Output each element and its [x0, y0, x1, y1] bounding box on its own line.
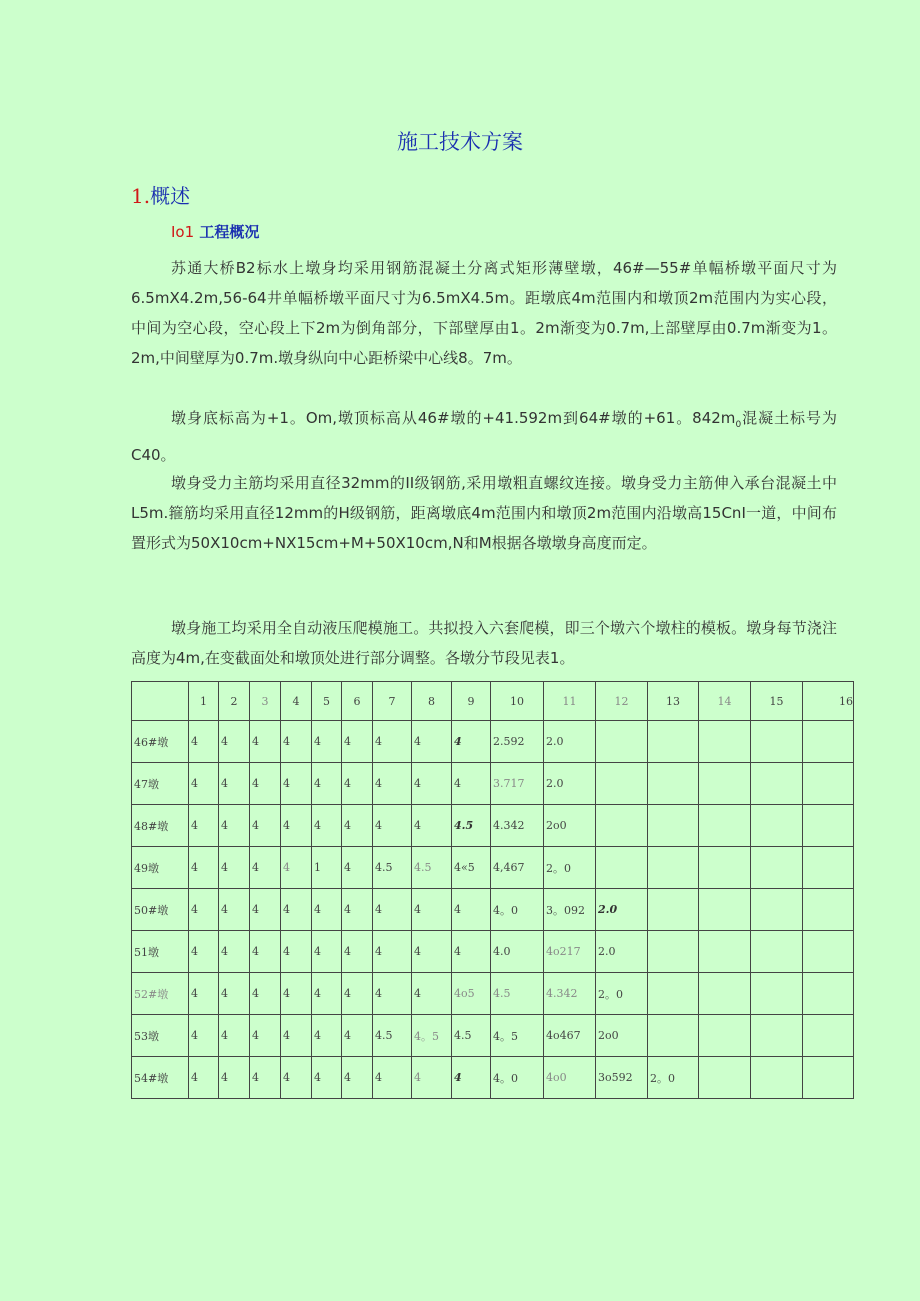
table-row: [132, 1057, 854, 1099]
table-cell: 4: [219, 889, 250, 931]
table-cell: 4: [219, 805, 250, 847]
table-cell: [803, 1015, 854, 1057]
table-cell: 4: [312, 889, 342, 931]
table-cell: 4: [281, 1057, 312, 1099]
table-cell: 4.5: [491, 973, 544, 1015]
paragraph-elevation-text-end: 混凝土标号为C40。: [131, 409, 837, 464]
paragraph-rebar: 墩身受力主筋均采用直径32mm的II级钢筋,采用墩粗直螺纹连接。墩身受力主筋伸入承台混凝土中L5m.箍筋均采用直径12mm的H级钢筋，距离墩底4m范围内和墩顶2m范围内沿墩高15CnI一道，中间布置形式为50X10cm+NX15cm+M+50X10cm,N和M根据各墩墩身高度而定。: [131, 474, 837, 552]
table-cell: 4: [219, 973, 250, 1015]
table-cell: [751, 973, 803, 1015]
table-row: [132, 847, 854, 889]
section-number: 1.: [131, 184, 151, 208]
paragraph-elevation-text: 墩身底标高为+1。Om,墩顶标高从46#墩的+41.592m到64#墩的+61。842m: [171, 409, 736, 427]
table-cell: 4: [189, 889, 219, 931]
table-cell: 4: [342, 931, 373, 973]
table-cell: [699, 805, 751, 847]
table-header-cell: 15: [751, 682, 803, 721]
table-header-row: [132, 682, 854, 721]
table-cell: 2。0: [544, 847, 596, 889]
table-header-cell: 4: [281, 682, 312, 721]
table-cell: [699, 973, 751, 1015]
table-cell: 4: [452, 889, 491, 931]
table-cell: 4: [373, 763, 412, 805]
table-cell: 4。0: [491, 889, 544, 931]
table-cell: 2。0: [648, 1057, 699, 1099]
table-cell: 4: [342, 889, 373, 931]
table-cell: 4: [373, 931, 412, 973]
table-cell: 4: [219, 721, 250, 763]
subsection-title: 工程概况: [199, 223, 260, 241]
table-cell: [648, 931, 699, 973]
table-cell: [648, 805, 699, 847]
table-cell: 4: [312, 805, 342, 847]
pier-label-cell: 54#墩: [132, 1057, 189, 1099]
table-cell: 4: [219, 847, 250, 889]
table-cell: 4: [412, 1057, 452, 1099]
table-cell: 4: [342, 1057, 373, 1099]
table-cell: 4o467: [544, 1015, 596, 1057]
table-cell: 4。5: [491, 1015, 544, 1057]
table-cell: 4: [452, 931, 491, 973]
table-cell: 3o592: [596, 1057, 648, 1099]
table-cell: 2。0: [596, 973, 648, 1015]
table-header-cell: 7: [373, 682, 412, 721]
table-cell: [699, 763, 751, 805]
table-cell: 4: [281, 973, 312, 1015]
table-cell: [648, 973, 699, 1015]
table-cell: 3.717: [491, 763, 544, 805]
table-cell: [803, 889, 854, 931]
table-cell: [699, 1057, 751, 1099]
table-cell: 4: [250, 1015, 281, 1057]
table-header-cell: 6: [342, 682, 373, 721]
table-cell: 4: [189, 931, 219, 973]
table-cell: 4: [342, 721, 373, 763]
table-cell: 4: [250, 889, 281, 931]
table-header-cell: 11: [544, 682, 596, 721]
table-cell: 2.0: [596, 931, 648, 973]
table-cell: [596, 721, 648, 763]
table-cell: [803, 931, 854, 973]
table-cell: [648, 1015, 699, 1057]
subsection-number: Io1: [171, 223, 195, 241]
table-cell: 4: [189, 973, 219, 1015]
pier-label-cell: 53墩: [132, 1015, 189, 1057]
table-cell: 4: [412, 721, 452, 763]
table-cell: 4: [281, 763, 312, 805]
table-cell: [648, 889, 699, 931]
table-cell: 2o0: [544, 805, 596, 847]
table-cell: 4: [281, 721, 312, 763]
table-cell: 2.0: [544, 763, 596, 805]
table-cell: 4.5: [452, 1015, 491, 1057]
table-cell: 4.0: [491, 931, 544, 973]
subsection-heading: [171, 221, 259, 242]
table-cell: [596, 805, 648, 847]
table-cell: 4: [250, 847, 281, 889]
table-cell: [699, 931, 751, 973]
table-cell: [648, 721, 699, 763]
table-cell: 4: [189, 1015, 219, 1057]
table-cell: 4: [342, 847, 373, 889]
table-cell: 4: [312, 721, 342, 763]
table-cell: 3。092: [544, 889, 596, 931]
table-cell: 4: [189, 721, 219, 763]
table-header-cell: 8: [412, 682, 452, 721]
table-cell: 4: [373, 805, 412, 847]
table-cell: 4: [412, 889, 452, 931]
paragraph-overview: 苏通大桥B2标水上墩身均采用钢筋混凝土分离式矩形薄壁墩，46#—55#单幅桥墩平面尺寸为6.5mX4.2m,56-64井单幅桥墩平面尺寸为6.5mX4.5m。距墩底4m范围内和墩顶2m范围内为实心段，中间为空心段，空心段上下2m为倒角部分，下部壁厚由1。2m渐变为0.7m,上部壁厚由0.7m渐变为1。2m,中间壁厚为0.7m.墩身纵向中心距桥梁中心线8。7m。: [131, 259, 837, 367]
table-header-cell: 3: [250, 682, 281, 721]
table-cell: 4: [373, 721, 412, 763]
table-cell: [699, 721, 751, 763]
table-cell: [699, 847, 751, 889]
table-cell: 4: [342, 973, 373, 1015]
table-cell: 4o5: [452, 973, 491, 1015]
table-cell: 4: [219, 1015, 250, 1057]
table-cell: 4: [281, 1015, 312, 1057]
table-cell: 4: [373, 1057, 412, 1099]
table-cell: 4: [373, 973, 412, 1015]
table-cell: [648, 847, 699, 889]
table-cell: 4,467: [491, 847, 544, 889]
table-cell: 4: [342, 763, 373, 805]
table-row: [132, 763, 854, 805]
table-cell: 4: [412, 763, 452, 805]
table-cell: [803, 721, 854, 763]
table-cell: 4。0: [491, 1057, 544, 1099]
table-cell: 2o0: [596, 1015, 648, 1057]
pier-label-cell: 49墩: [132, 847, 189, 889]
table-cell: [751, 763, 803, 805]
table-header-cell: 16: [803, 682, 854, 721]
table-row: [132, 1015, 854, 1057]
table-cell: 2.0: [596, 889, 648, 931]
table-header-cell: 13: [648, 682, 699, 721]
segment-table: [131, 681, 854, 1099]
table-header-cell: 10: [491, 682, 544, 721]
table-cell: [803, 847, 854, 889]
table-cell: 4: [281, 805, 312, 847]
table-cell: [699, 1015, 751, 1057]
table-cell: 4: [281, 889, 312, 931]
table-cell: 4: [412, 931, 452, 973]
segment-table-wrapper: [131, 681, 853, 1099]
pier-label-cell: 52#墩: [132, 973, 189, 1015]
table-cell: 4: [189, 1057, 219, 1099]
table-cell: 4: [312, 1015, 342, 1057]
table-header-cell: 14: [699, 682, 751, 721]
table-cell: [596, 847, 648, 889]
table-row: [132, 931, 854, 973]
table-cell: 4: [250, 721, 281, 763]
table-cell: 4.5: [373, 847, 412, 889]
table-cell: 4: [452, 763, 491, 805]
table-cell: 4o217: [544, 931, 596, 973]
table-cell: 4«5: [452, 847, 491, 889]
table-cell: 4: [312, 763, 342, 805]
pier-label-cell: 48#墩: [132, 805, 189, 847]
table-cell: 4: [412, 973, 452, 1015]
table-cell: 4: [250, 1057, 281, 1099]
table-cell: [751, 1015, 803, 1057]
table-cell: 4: [312, 973, 342, 1015]
paragraph-elevation-subscript: 0: [735, 420, 742, 430]
document-title: 施工技术方案: [397, 130, 523, 154]
paragraph-formwork: 墩身施工均采用全自动液压爬模施工。共拟投入六套爬模，即三个墩六个墩柱的模板。墩身每节浇注高度为4m,在变截面处和墩顶处进行部分调整。各墩分节段见表1。: [131, 619, 837, 667]
table-cell: [803, 973, 854, 1015]
table-cell: [751, 847, 803, 889]
table-cell: 4: [281, 931, 312, 973]
table-cell: [751, 889, 803, 931]
table-cell: 4.342: [491, 805, 544, 847]
table-cell: 4: [250, 805, 281, 847]
table-row: [132, 889, 854, 931]
table-cell: 4: [373, 889, 412, 931]
table-cell: 4: [219, 1057, 250, 1099]
pier-label-cell: 47墩: [132, 763, 189, 805]
table-header-cell: 5: [312, 682, 342, 721]
table-header-cell: [132, 682, 189, 721]
table-cell: 4: [312, 931, 342, 973]
table-cell: [803, 1057, 854, 1099]
table-cell: 4.342: [544, 973, 596, 1015]
table-cell: 4: [250, 763, 281, 805]
table-cell: 4: [281, 847, 312, 889]
pier-label-cell: 46#墩: [132, 721, 189, 763]
table-cell: 4: [250, 973, 281, 1015]
table-cell: 4: [452, 721, 491, 763]
table-cell: 4: [219, 931, 250, 973]
table-cell: [751, 805, 803, 847]
table-cell: 4.5: [412, 847, 452, 889]
table-cell: 1: [312, 847, 342, 889]
table-cell: [751, 1057, 803, 1099]
table-header-cell: 9: [452, 682, 491, 721]
section-title: 概述: [150, 184, 191, 208]
table-header-cell: 12: [596, 682, 648, 721]
table-cell: 4: [342, 1015, 373, 1057]
table-row: [132, 721, 854, 763]
table-cell: 4: [189, 763, 219, 805]
table-cell: 2.592: [491, 721, 544, 763]
table-row: [132, 805, 854, 847]
table-cell: 4.5: [452, 805, 491, 847]
table-cell: [699, 889, 751, 931]
table-header-cell: 2: [219, 682, 250, 721]
pier-label-cell: 50#墩: [132, 889, 189, 931]
table-cell: 2.0: [544, 721, 596, 763]
table-cell: 4: [342, 805, 373, 847]
table-cell: 4: [312, 1057, 342, 1099]
section-heading: [131, 180, 190, 209]
table-cell: [803, 805, 854, 847]
table-cell: [648, 763, 699, 805]
paragraph-elevation: [131, 403, 837, 470]
table-cell: 4o0: [544, 1057, 596, 1099]
table-cell: [803, 763, 854, 805]
table-cell: 4: [189, 805, 219, 847]
pier-label-cell: 51墩: [132, 931, 189, 973]
table-header-cell: 1: [189, 682, 219, 721]
table-cell: [751, 721, 803, 763]
table-cell: [596, 763, 648, 805]
table-cell: [751, 931, 803, 973]
table-cell: 4.5: [373, 1015, 412, 1057]
table-cell: 4: [219, 763, 250, 805]
table-cell: 4: [189, 847, 219, 889]
table-cell: 4: [452, 1057, 491, 1099]
table-cell: 4: [250, 931, 281, 973]
table-row: [132, 973, 854, 1015]
table-cell: 4。5: [412, 1015, 452, 1057]
table-cell: 4: [412, 805, 452, 847]
